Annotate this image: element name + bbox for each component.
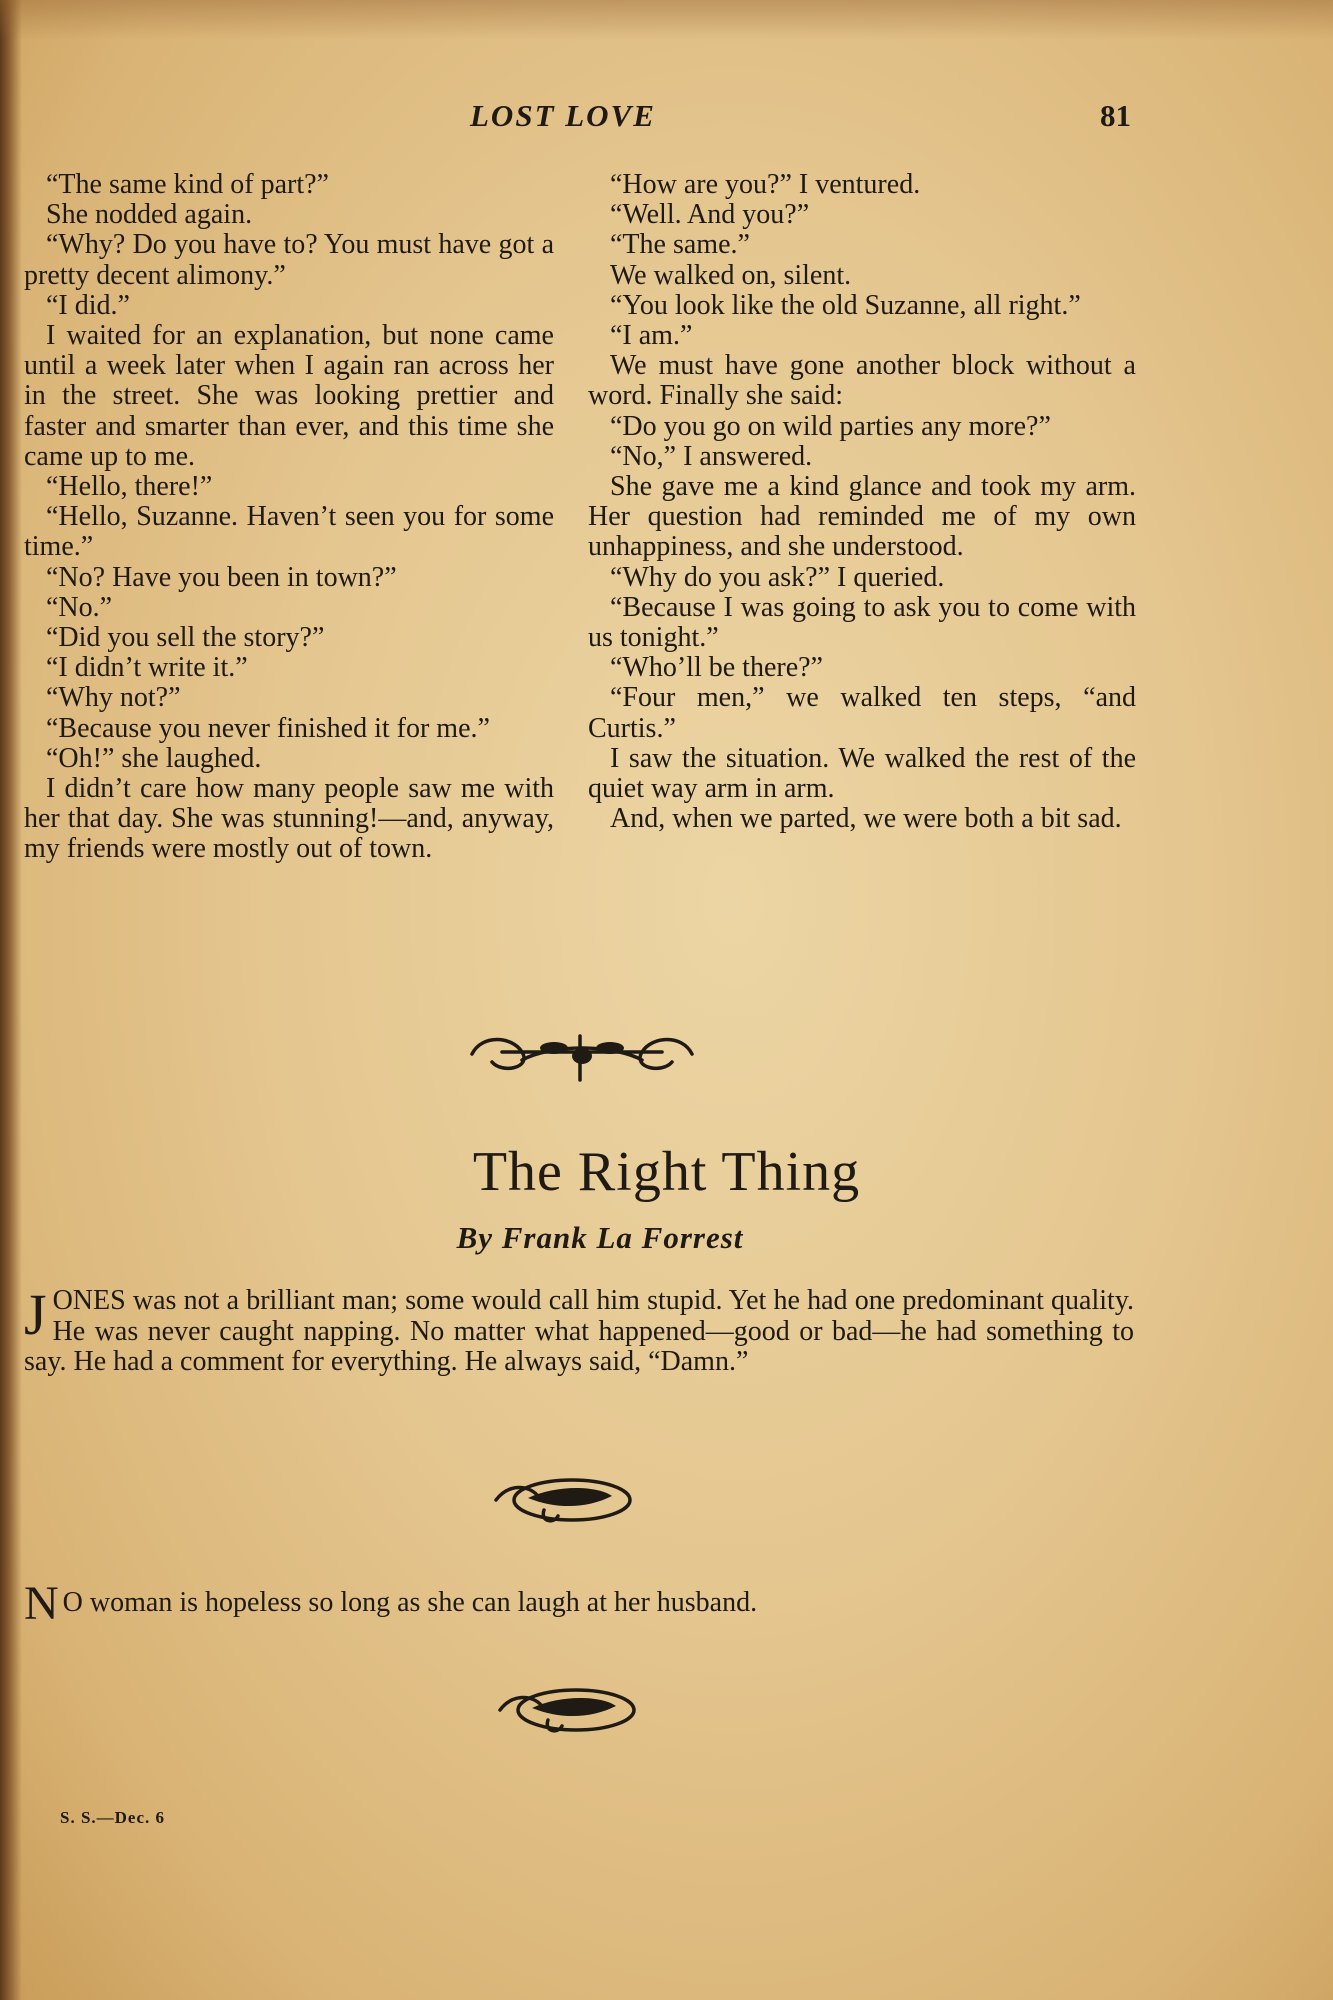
paragraph: “No.” bbox=[46, 591, 113, 623]
story-byline: By Frank La Forrest bbox=[456, 1220, 744, 1255]
book-spine-shadow bbox=[0, 0, 22, 2000]
paragraph: “I did.” bbox=[46, 289, 130, 321]
paragraph: We walked on, silent. bbox=[610, 259, 852, 291]
scroll-ornament-icon bbox=[492, 1680, 642, 1742]
paragraph: I waited for an explanation, but none came until a week later when I again ran across her in the street. She was looking prettier and faster and smarter than ever, and this time she came up to me. bbox=[24, 320, 554, 472]
paragraph: “No,” I answered. bbox=[610, 440, 813, 472]
scroll-ornament-icon bbox=[488, 1470, 638, 1532]
paragraph: I didn’t care how many people saw me with her that day. She was stunning!—and, anyway, my friends were mostly out of town. bbox=[24, 773, 554, 865]
story-title: The Right Thing bbox=[472, 1141, 861, 1203]
paragraph: “The same.” bbox=[610, 229, 750, 261]
floral-ornament-icon bbox=[462, 1022, 702, 1086]
paragraph: “I am.” bbox=[610, 320, 693, 352]
paragraph: “Four men,” we walked ten steps, “and Curtis.” bbox=[588, 682, 1136, 744]
paragraph: “Oh!” she laughed. bbox=[46, 742, 262, 774]
page-number: 81 bbox=[1100, 98, 1131, 133]
paragraph: “Why? Do you have to? You must have got a pretty decent alimony.” bbox=[24, 229, 554, 291]
paragraph: She gave me a kind glance and took my arm. Her question had reminded me of my own unhappiness, and she understood. bbox=[588, 471, 1136, 563]
drop-cap: J bbox=[24, 1282, 47, 1347]
paragraph: “Why do you ask?” I queried. bbox=[610, 561, 945, 593]
left-column bbox=[24, 170, 554, 865]
paragraph: “Did you sell the story?” bbox=[46, 622, 325, 654]
paragraph: I saw the situation. We walked the rest of the quiet way arm in arm. bbox=[588, 742, 1136, 805]
epigram-text: O woman is hopeless so long as she can laugh at her husband. bbox=[62, 1587, 758, 1618]
paragraph: And, when we parted, we were both a bit sad. bbox=[610, 803, 1122, 835]
story-body bbox=[24, 1282, 1134, 1378]
paragraph: “Hello, there!” bbox=[46, 471, 213, 503]
paragraph: “The same kind of part?” bbox=[46, 169, 329, 200]
paragraph: We must have gone another block without a word. Finally she said: bbox=[588, 350, 1136, 412]
paragraph: “Why not?” bbox=[46, 682, 181, 714]
paragraph: “I didn’t write it.” bbox=[46, 652, 248, 684]
paragraph: “You look like the old Suzanne, all right.” bbox=[610, 289, 1081, 321]
paragraph: “Because you never finished it for me.” bbox=[46, 712, 490, 744]
paragraph: “Hello, Suzanne. Haven’t seen you for some time.” bbox=[24, 501, 554, 563]
drop-cap: N bbox=[24, 1577, 59, 1630]
epigram bbox=[24, 1577, 1134, 1630]
running-head: LOST LOVE bbox=[470, 98, 656, 133]
paragraph: She nodded again. bbox=[46, 199, 253, 231]
signature-mark: S. S.—Dec. 6 bbox=[60, 1808, 166, 1827]
story-text: ONES was not a brilliant man; some would call him stupid. Yet he had one predominant quality. He was never caught napping. No matter what happened—good or bad—he had something to say. He had a comment for everything. He always said, “Damn.” bbox=[24, 1285, 1134, 1377]
right-column bbox=[588, 170, 1136, 834]
paragraph: “Well. And you?” bbox=[610, 199, 810, 231]
paragraph: “Do you go on wild parties any more?” bbox=[610, 410, 1051, 442]
paragraph: “Who’ll be there?” bbox=[610, 652, 823, 684]
page-edge-shadow bbox=[0, 0, 1333, 40]
paragraph: “How are you?” I ventured. bbox=[610, 169, 921, 200]
paragraph: “Because I was going to ask you to come with us tonight.” bbox=[588, 591, 1136, 654]
paragraph: “No? Have you been in town?” bbox=[46, 561, 397, 593]
